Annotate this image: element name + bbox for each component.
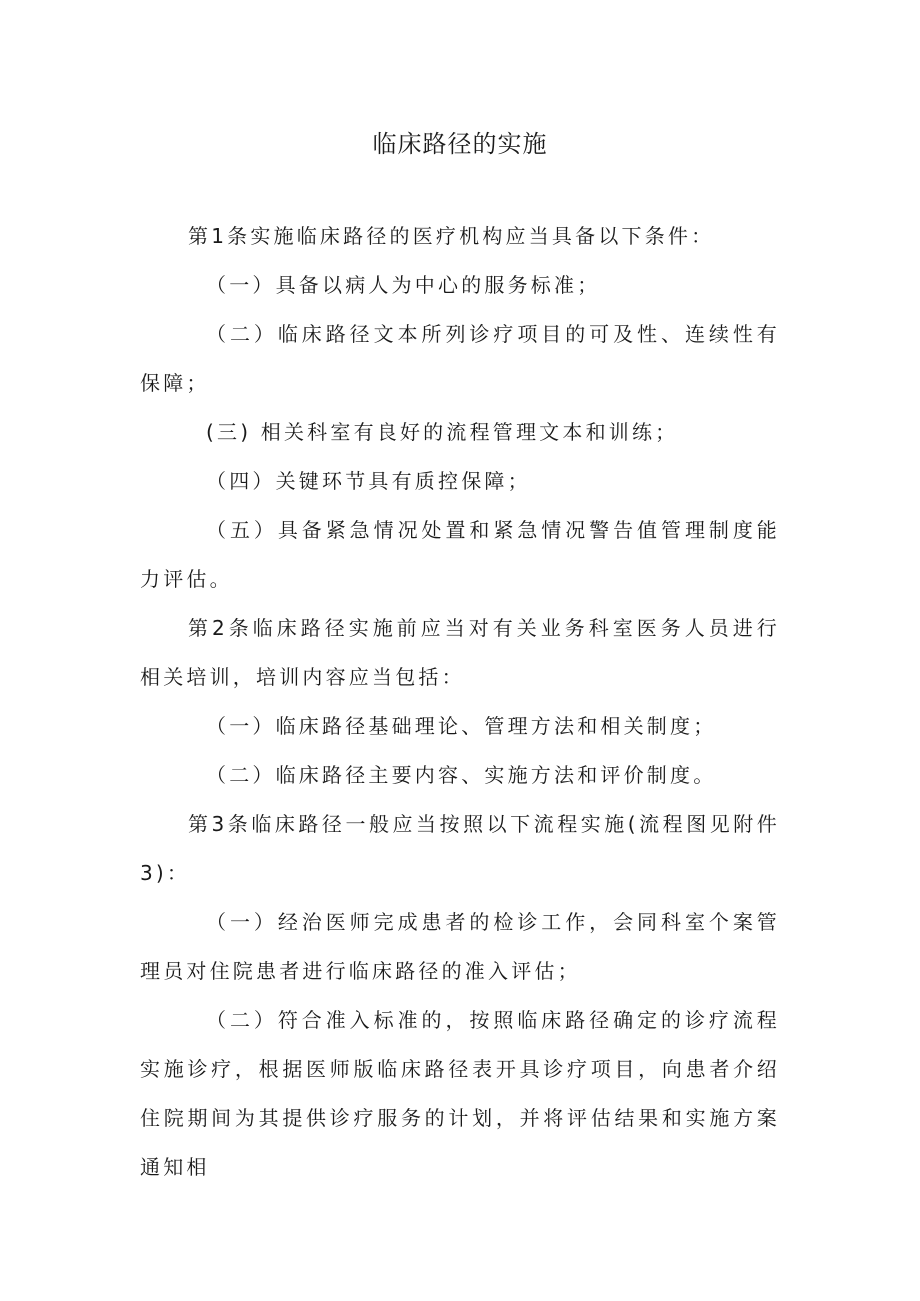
document-title: 临床路径的实施 xyxy=(372,130,548,158)
article-1: 第1条实施临床路径的医疗机构应当具备以下条件： xyxy=(188,224,715,248)
article-2-item-1: （一）临床路径基础理论、管理方法和相关制度； xyxy=(206,714,717,738)
article-3-item-1: （一）经治医师完成患者的检诊工作，会同科室个案管理员对住院患者进行临床路径的准入评估； xyxy=(140,910,780,983)
article-1-item-2: （二）临床路径文本所列诊疗项目的可及性、连续性有保障； xyxy=(140,322,780,395)
document-body xyxy=(140,212,780,1192)
article-2-item-2: （二）临床路径主要内容、实施方法和评价制度。 xyxy=(206,763,717,787)
article-1-item-3: (三) 相关科室有良好的流程管理文本和训练； xyxy=(206,420,679,444)
article-3-item-2: （二）符合准入标准的，按照临床路径确定的诊疗流程实施诊疗，根据医师版临床路径表开具诊疗项目，向患者介绍住院期间为其提供诊疗服务的计划，并将评估结果和实施方案通知相 xyxy=(140,1008,780,1179)
article-1-item-5: （五）具备紧急情况处置和紧急情况警告值管理制度能力评估。 xyxy=(140,518,780,591)
article-3: 第3条临床路径一般应当按照以下流程实施(流程图见附件3)： xyxy=(140,812,780,885)
article-1-item-1: （一）具备以病人为中心的服务标准； xyxy=(206,273,601,297)
article-1-item-4: （四）关键环节具有质控保障； xyxy=(206,469,531,493)
article-2: 第2条临床路径实施前应当对有关业务科室医务人员进行相关培训，培训内容应当包括： xyxy=(140,616,780,689)
